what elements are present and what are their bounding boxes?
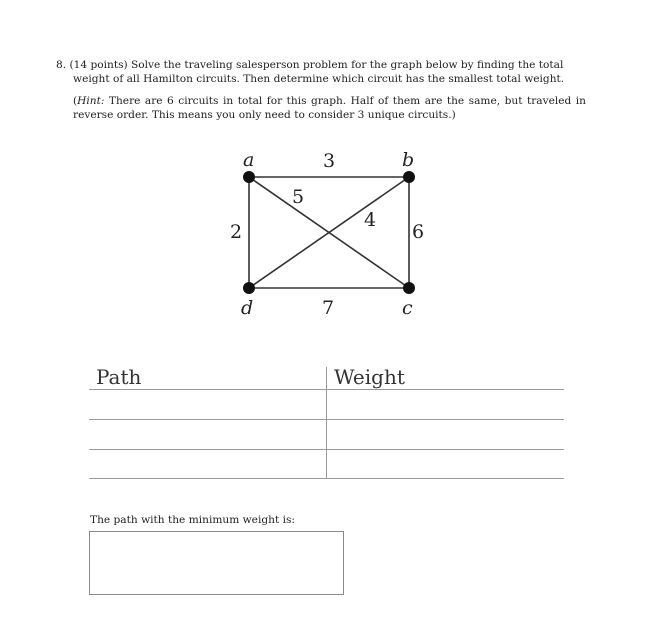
table-cell-weight[interactable] [327, 450, 563, 478]
vertex-label-b: b [402, 149, 415, 171]
min-path-label: The path with the minimum weight is: [90, 514, 295, 526]
weight-label-bc: 6 [412, 221, 425, 243]
question-block [56, 58, 586, 122]
table-cell-path[interactable] [89, 450, 325, 478]
weight-label-dc: 7 [322, 297, 335, 319]
hint-open-paren: ( [73, 95, 78, 107]
vertex-label-a: a [243, 149, 255, 171]
table-cell-weight[interactable] [327, 420, 563, 448]
tsp-graph [200, 140, 440, 330]
hint-text [56, 94, 586, 122]
table-cell-path[interactable] [89, 390, 325, 418]
header-weight: Weight [334, 365, 405, 389]
vertex-a [243, 171, 255, 183]
vertex-c [403, 282, 415, 294]
vertex-d [243, 282, 255, 294]
vertex-label-d: d [241, 297, 254, 319]
header-path: Path [96, 365, 142, 389]
weight-label-ac: 5 [292, 186, 305, 208]
weight-label-ab: 3 [323, 150, 336, 172]
table-cell-path[interactable] [89, 420, 325, 448]
hint-body: There are 6 circuits in total for this graph. Half of them are the same, but traveled in reverse order. This means you only need to consider 3 unique circuits.) [73, 95, 586, 121]
min-path-answer-box[interactable] [89, 531, 344, 595]
table-cell-weight[interactable] [327, 390, 563, 418]
path-weight-table [89, 365, 564, 479]
weight-label-ad: 2 [230, 221, 243, 243]
question-text: 8. (14 points) Solve the traveling salesperson problem for the graph below by finding the total weight of all Hamilton circuits. Then determine which circuit has the smallest total weight. [56, 59, 565, 85]
vertex-b [403, 171, 415, 183]
hint-label: Hint: [77, 95, 105, 107]
weight-label-bd: 4 [364, 209, 377, 231]
vertex-label-c: c [402, 297, 413, 319]
